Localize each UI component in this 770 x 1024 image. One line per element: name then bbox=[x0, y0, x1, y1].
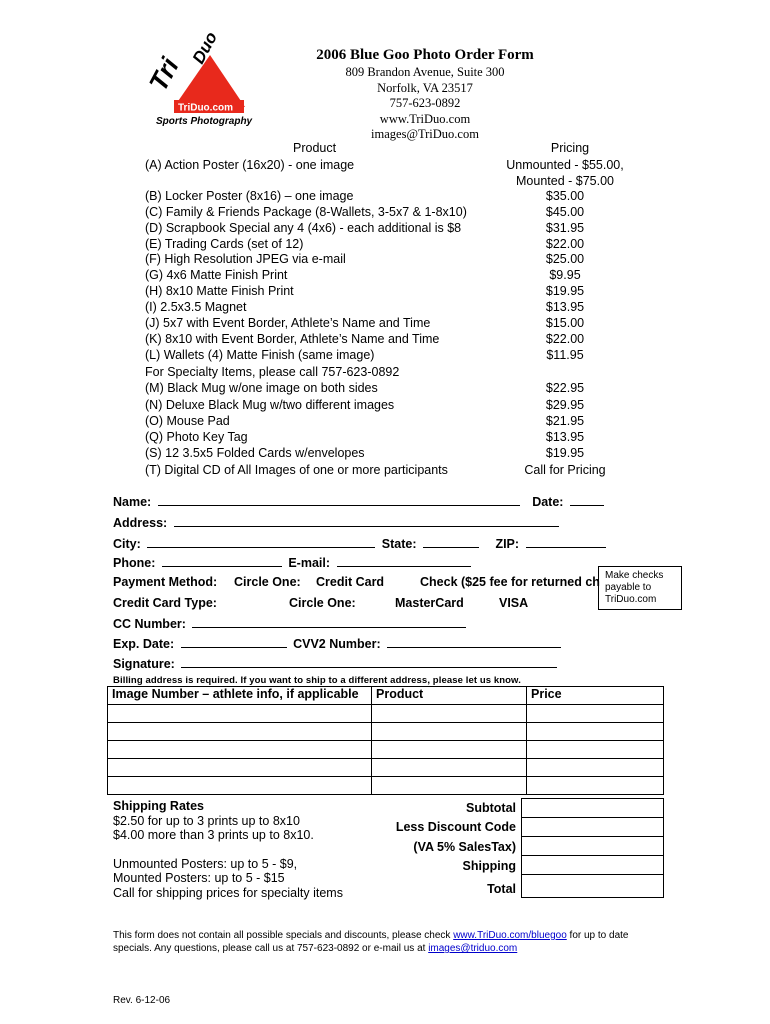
product-row bbox=[145, 157, 625, 173]
product-row bbox=[145, 315, 625, 331]
revision-label: Rev. 6-12-06 bbox=[113, 995, 171, 1006]
shipping-rate-line: $4.00 more than 3 prints up to 8x10. bbox=[113, 828, 314, 842]
address-field[interactable] bbox=[174, 515, 559, 527]
tax-label: (VA 5% SalesTax) bbox=[413, 840, 516, 854]
image-number-header: Image Number – athlete info, if applicable bbox=[108, 687, 372, 705]
product-price: $22.00 bbox=[545, 332, 585, 346]
product-price: $45.00 bbox=[545, 205, 585, 219]
product-row bbox=[145, 413, 625, 429]
shipping-rate-line: $2.50 for up to 3 prints up to 8x10 bbox=[113, 813, 300, 828]
image-number-cell[interactable] bbox=[108, 741, 372, 759]
tax-value[interactable] bbox=[522, 837, 664, 856]
card-circle-one-label: Circle One: bbox=[289, 596, 356, 610]
footer-note bbox=[113, 929, 653, 955]
product-row bbox=[145, 347, 625, 363]
signature-row bbox=[113, 656, 560, 671]
product-price: $25.00 bbox=[545, 252, 585, 266]
payment-method-row bbox=[113, 575, 600, 589]
header-email: images@TriDuo.com bbox=[371, 127, 479, 141]
product-row bbox=[145, 445, 625, 461]
product-desc: (D) Scrapbook Special any 4 (4x6) - each additional is $8 bbox=[145, 221, 462, 235]
shipping-rate-line: Call for shipping prices for specialty items bbox=[113, 885, 343, 900]
product-price: $31.95 bbox=[545, 221, 585, 235]
product-price: Unmounted - $55.00, bbox=[506, 158, 624, 172]
product-price: $19.95 bbox=[545, 446, 585, 460]
product-price: $19.95 bbox=[545, 284, 585, 298]
subtotal-value[interactable] bbox=[522, 799, 664, 818]
product-row bbox=[145, 204, 625, 220]
name-field[interactable] bbox=[158, 494, 520, 506]
city-row bbox=[113, 536, 609, 551]
cc-number-label: CC Number: bbox=[113, 617, 186, 631]
name-label: Name: bbox=[113, 495, 152, 509]
product-price: $15.00 bbox=[545, 316, 585, 330]
order-table-header bbox=[108, 687, 664, 705]
product-header: Product bbox=[372, 687, 527, 705]
zip-label: ZIP: bbox=[495, 537, 520, 551]
credit-card-option[interactable]: Credit Card bbox=[316, 575, 385, 589]
shipping-rate-line: Mounted Posters: up to 5 - $15 bbox=[113, 871, 285, 885]
email-link[interactable]: images@triduo.com bbox=[428, 943, 518, 954]
product-desc: (L) Wallets (4) Matte Finish (same image) bbox=[145, 348, 375, 362]
product-cell[interactable] bbox=[372, 759, 527, 777]
product-cell[interactable] bbox=[372, 741, 527, 759]
city-field[interactable] bbox=[147, 536, 375, 548]
signature-field[interactable] bbox=[181, 656, 557, 668]
header-phone: 757-623-0892 bbox=[389, 96, 461, 110]
card-type-label: Credit Card Type: bbox=[113, 596, 217, 610]
product-column-header: Product bbox=[293, 141, 337, 155]
header-website: www.TriDuo.com bbox=[379, 111, 471, 126]
zip-field[interactable] bbox=[526, 536, 606, 548]
product-row bbox=[145, 331, 625, 347]
mastercard-option[interactable]: MasterCard bbox=[395, 596, 464, 610]
subtotal-label: Subtotal bbox=[466, 801, 516, 815]
product-desc: (C) Family & Friends Package (8-Wallets, 3-5x7 & 1-8x10) bbox=[145, 205, 467, 219]
payment-method-label: Payment Method: bbox=[113, 575, 218, 589]
address-line-1: 809 Brandon Avenue, Suite 300 bbox=[345, 65, 505, 79]
logo-site: TriDuo.com bbox=[178, 102, 234, 114]
phone-label: Phone: bbox=[113, 556, 156, 570]
order-items-table bbox=[107, 686, 664, 795]
image-number-cell[interactable] bbox=[108, 777, 372, 795]
price-header: Price bbox=[527, 687, 664, 705]
product-row bbox=[145, 267, 625, 283]
exp-date-row bbox=[113, 636, 564, 651]
product-row bbox=[145, 173, 625, 189]
table-row bbox=[108, 741, 664, 759]
table-row bbox=[108, 759, 664, 777]
product-desc: (K) 8x10 with Event Border, Athlete’s Name and Time bbox=[145, 332, 440, 346]
footer-text: This form does not contain all possible specials and discounts, please check bbox=[113, 930, 454, 941]
product-cell[interactable] bbox=[372, 723, 527, 741]
logo-tagline: Sports Photography bbox=[156, 116, 253, 127]
product-price: Mounted - $75.00 bbox=[516, 174, 614, 188]
logo-word-tri: Tri bbox=[142, 52, 185, 96]
product-desc: (N) Deluxe Black Mug w/two different images bbox=[145, 398, 395, 412]
total-value[interactable] bbox=[522, 875, 664, 898]
checks-payable-note: Make checks payable to TriDuo.com bbox=[598, 566, 682, 610]
cvv2-label: CVV2 Number: bbox=[293, 637, 381, 651]
totals-boxes bbox=[521, 798, 664, 898]
product-desc: (A) Action Poster (16x20) - one image bbox=[145, 158, 355, 172]
product-price: $11.95 bbox=[546, 348, 584, 362]
price-cell[interactable] bbox=[527, 759, 664, 777]
product-desc: (M) Black Mug w/one image on both sides bbox=[145, 381, 378, 395]
price-cell[interactable] bbox=[527, 777, 664, 795]
product-row bbox=[145, 283, 625, 299]
billing-address-note: Billing address is required. If you want to ship to a different address, please let us know. bbox=[113, 675, 521, 686]
product-price: $29.95 bbox=[545, 398, 585, 412]
product-desc: (I) 2.5x3.5 Magnet bbox=[145, 300, 247, 314]
phone-field[interactable] bbox=[162, 555, 282, 567]
discount-value[interactable] bbox=[522, 818, 664, 837]
check-option[interactable]: Check ($25 fee for returned ch bbox=[420, 575, 600, 589]
price-cell[interactable] bbox=[527, 705, 664, 723]
shipping-rates-title: Shipping Rates bbox=[113, 799, 204, 813]
signature-label: Signature: bbox=[113, 657, 175, 671]
cc-number-field[interactable] bbox=[192, 616, 466, 628]
product-price: $21.95 bbox=[545, 414, 585, 428]
price-cell[interactable] bbox=[527, 723, 664, 741]
product-row bbox=[145, 462, 625, 478]
product-row bbox=[145, 364, 625, 380]
date-field[interactable] bbox=[570, 494, 604, 506]
product-desc: (J) 5x7 with Event Border, Athlete’s Name and Time bbox=[145, 316, 431, 330]
product-price: $9.95 bbox=[549, 268, 581, 282]
product-row bbox=[145, 236, 625, 252]
card-type-row bbox=[113, 596, 563, 610]
date-label: Date: bbox=[532, 495, 564, 509]
shipping-label: Shipping bbox=[462, 859, 516, 873]
exp-date-field[interactable] bbox=[181, 636, 287, 648]
product-desc: (H) 8x10 Matte Finish Print bbox=[145, 284, 294, 298]
cc-number-row bbox=[113, 616, 469, 631]
table-row bbox=[108, 777, 664, 795]
product-row bbox=[145, 397, 625, 413]
page-title: 2006 Blue Goo Photo Order Form bbox=[316, 47, 534, 63]
product-cell[interactable] bbox=[372, 777, 527, 795]
logo-word-duo: Duo bbox=[188, 28, 222, 67]
address-line-2: Norfolk, VA 23517 bbox=[377, 80, 473, 95]
bluegoo-link[interactable]: www.TriDuo.com/bluegoo bbox=[453, 930, 567, 941]
product-price: Call for Pricing bbox=[524, 463, 606, 477]
product-price: $13.95 bbox=[545, 430, 585, 444]
footer-text: for up to date specials. Any questions, please call us at 757-623-0892 or e-mail us at bbox=[113, 930, 629, 954]
product-row bbox=[145, 429, 625, 445]
product-cell[interactable] bbox=[372, 705, 527, 723]
product-desc: (F) High Resolution JPEG via e-mail bbox=[145, 252, 346, 266]
product-price: $22.95 bbox=[545, 381, 585, 395]
product-desc: (S) 12 3.5x5 Folded Cards w/envelopes bbox=[145, 446, 365, 460]
form-header bbox=[230, 46, 620, 143]
product-price: $35.00 bbox=[545, 189, 585, 203]
product-row bbox=[145, 380, 625, 396]
state-label: State: bbox=[381, 537, 417, 551]
product-desc: (B) Locker Poster (8x16) – one image bbox=[145, 189, 354, 203]
product-row bbox=[145, 299, 625, 315]
product-desc: (O) Mouse Pad bbox=[145, 414, 230, 428]
exp-date-label: Exp. Date: bbox=[113, 637, 175, 651]
product-desc: (Q) Photo Key Tag bbox=[145, 430, 248, 444]
pricing-column-header: Pricing bbox=[550, 141, 590, 155]
visa-option[interactable]: VISA bbox=[499, 596, 529, 610]
address-row bbox=[113, 515, 562, 530]
total-label: Total bbox=[487, 882, 516, 896]
state-field[interactable] bbox=[423, 536, 479, 548]
image-number-cell[interactable] bbox=[108, 705, 372, 723]
discount-label: Less Discount Code bbox=[395, 820, 516, 834]
product-row bbox=[145, 220, 625, 236]
product-desc: For Specialty Items, please call 757-623-0892 bbox=[145, 365, 400, 379]
shipping-rate-line: Unmounted Posters: up to 5 - $9, bbox=[113, 856, 298, 871]
email-label: E-mail: bbox=[288, 556, 331, 570]
city-label: City: bbox=[113, 537, 141, 551]
product-desc: (E) Trading Cards (set of 12) bbox=[145, 237, 304, 251]
table-row bbox=[108, 705, 664, 723]
product-price: $22.00 bbox=[545, 237, 585, 251]
image-number-cell[interactable] bbox=[108, 759, 372, 777]
product-desc: (G) 4x6 Matte Finish Print bbox=[145, 268, 288, 282]
cvv2-field[interactable] bbox=[387, 636, 561, 648]
product-row bbox=[145, 188, 625, 204]
product-desc: (T) Digital CD of All Images of one or more participants bbox=[145, 463, 448, 477]
shipping-value[interactable] bbox=[522, 856, 664, 875]
image-number-cell[interactable] bbox=[108, 723, 372, 741]
phone-row bbox=[113, 555, 474, 570]
product-row bbox=[145, 251, 625, 267]
shipping-rates bbox=[113, 799, 343, 900]
table-row bbox=[108, 723, 664, 741]
circle-one-label: Circle One: bbox=[234, 575, 301, 589]
name-row bbox=[113, 494, 607, 509]
product-price: $13.95 bbox=[545, 300, 585, 314]
email-field[interactable] bbox=[337, 555, 471, 567]
price-cell[interactable] bbox=[527, 741, 664, 759]
address-label: Address: bbox=[113, 516, 168, 530]
